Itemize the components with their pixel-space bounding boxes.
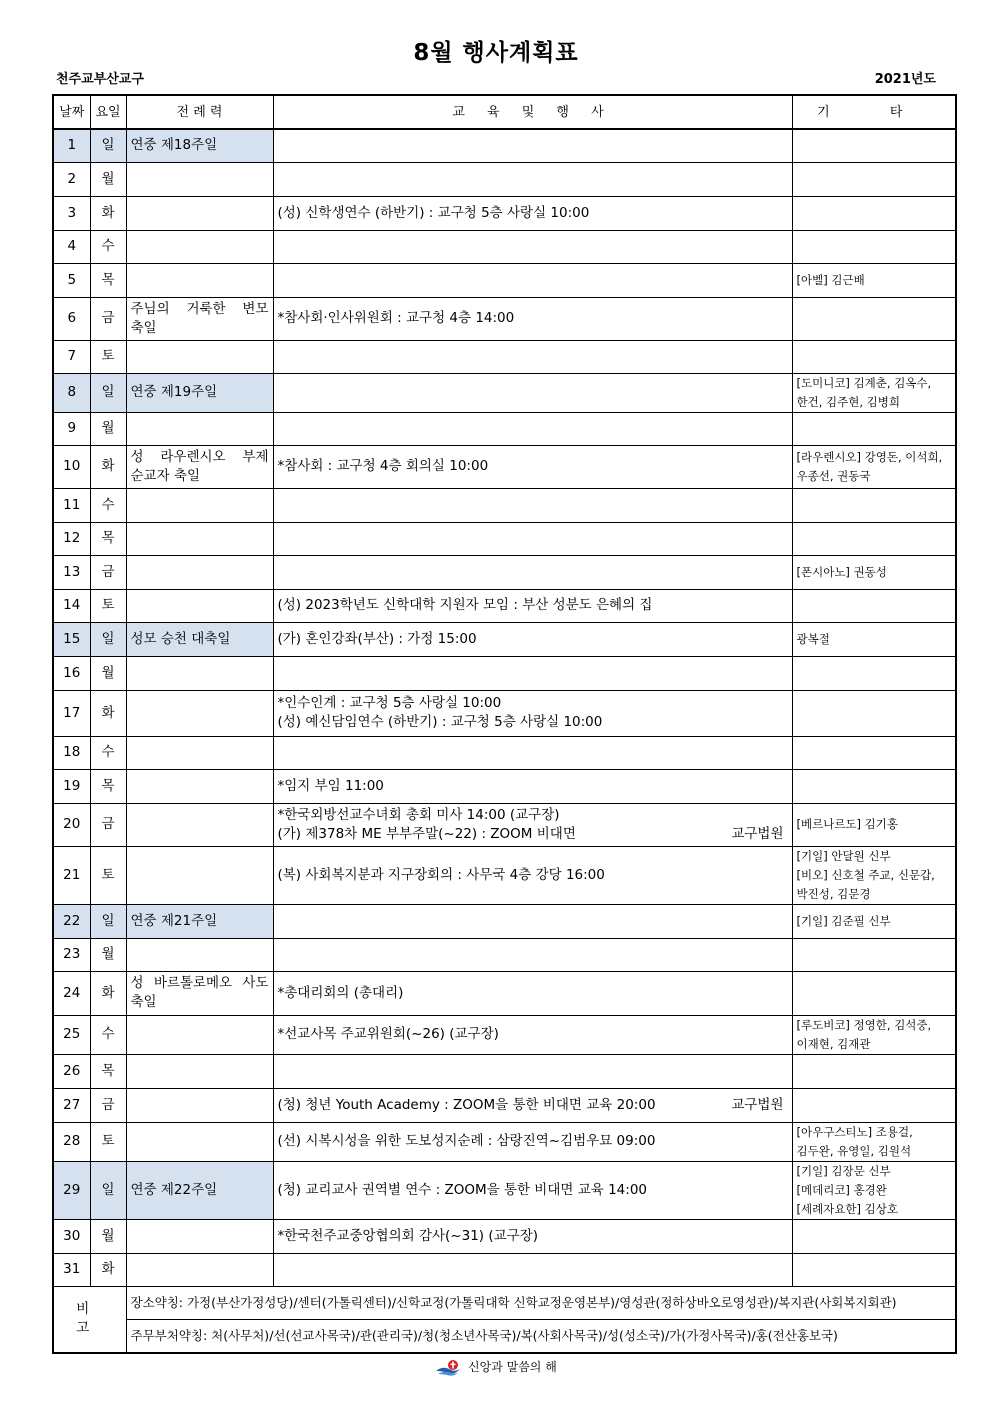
date-cell: 21 (53, 846, 90, 904)
events-cell (273, 904, 792, 938)
column-header-dow: 요일 (90, 95, 126, 129)
dow-cell: 화 (90, 971, 126, 1015)
events-cell (273, 373, 792, 412)
etc-line: [아우구스티노] 조용걸, (796, 1124, 913, 1139)
event-text: (가) 제378차 ME 부부주말(~22) : ZOOM 비대면 (277, 825, 576, 842)
date-cell: 7 (53, 340, 90, 373)
table-row (53, 129, 956, 162)
liturgy-line: 연중 제18주일 (130, 137, 218, 154)
dow-cell: 토 (90, 340, 126, 373)
table-row (53, 904, 956, 938)
etc-cell (792, 1088, 956, 1122)
date-cell: 5 (53, 263, 90, 297)
dow-cell: 수 (90, 488, 126, 522)
event-text: (복) 사회복지분과 지구장회의 : 사무국 4층 강당 16:00 (277, 866, 605, 883)
date-cell: 31 (53, 1253, 90, 1286)
events-cell (273, 412, 792, 445)
date-cell: 13 (53, 555, 90, 589)
date-cell: 19 (53, 769, 90, 803)
events-cell (273, 938, 792, 971)
event-text: *임지 부임 11:00 (277, 777, 384, 794)
liturgy-cell (126, 1219, 273, 1253)
event-text: *참사회·인사위원회 : 교구청 4층 14:00 (277, 310, 515, 326)
liturgy-cell (126, 1161, 273, 1219)
etc-cell (792, 1161, 956, 1219)
date-cell: 12 (53, 522, 90, 555)
etc-line: [기일] 김장문 신부 (796, 1163, 891, 1178)
etc-line: 한건, 김주현, 김병희 (796, 394, 900, 409)
liturgy-line: 주님의 거룩한 변모 (130, 300, 269, 317)
notes-section (53, 1286, 956, 1353)
date-cell: 1 (53, 129, 90, 162)
events-cell (273, 803, 792, 846)
event-text: (선) 시복시성을 위한 도보성지순례 : 삼랑진역~김범우묘 09:00 (277, 1133, 656, 1149)
liturgy-cell (126, 522, 273, 555)
etc-cell (792, 1219, 956, 1253)
event-text: (청) 교리교사 권역별 연수 : ZOOM을 통한 비대면 교육 14:00 (277, 1181, 647, 1198)
liturgy-cell (126, 1015, 273, 1054)
etc-cell (792, 656, 956, 690)
dow-cell: 토 (90, 846, 126, 904)
date-cell: 16 (53, 656, 90, 690)
table-row (53, 589, 956, 622)
etc-cell (792, 522, 956, 555)
events-cell (273, 846, 792, 904)
table-row (53, 938, 956, 971)
liturgy-line: 축일 (130, 319, 157, 336)
dow-cell: 토 (90, 1122, 126, 1161)
table-row (53, 1219, 956, 1253)
notes-departments: 주무부처약칭: 처(사무처)/선(선교사목국)/관(관리국)/청(청소년사목국)/복(사회사목국)/성(성소국)/가(가정사목국)/홍(전산홍보국) (126, 1319, 956, 1353)
etc-cell (792, 297, 956, 340)
etc-cell (792, 162, 956, 196)
column-header-date: 날짜 (53, 95, 90, 129)
date-cell: 25 (53, 1015, 90, 1054)
etc-line: 우종선, 권동국 (796, 468, 871, 483)
event-line (278, 1096, 788, 1115)
dow-cell: 수 (90, 1015, 126, 1054)
dow-cell: 월 (90, 412, 126, 445)
date-cell: 27 (53, 1088, 90, 1122)
etc-line: [라우렌시오] 강영돈, 이석희, (796, 449, 943, 464)
table-row (53, 846, 956, 904)
liturgy-line: 성 라우렌시오 부제 (130, 448, 269, 465)
liturgy-line: 축일 (130, 994, 157, 1010)
date-cell: 14 (53, 589, 90, 622)
events-cell (273, 162, 792, 196)
table-row (53, 971, 956, 1015)
liturgy-cell (126, 736, 273, 769)
dow-cell: 월 (90, 656, 126, 690)
year-label: 2021년도 (874, 72, 936, 87)
date-cell: 28 (53, 1122, 90, 1161)
liturgy-cell (126, 622, 273, 656)
date-cell: 23 (53, 938, 90, 971)
table-row (53, 1088, 956, 1122)
liturgy-line: 순교자 축일 (130, 467, 200, 484)
event-text: *한국외방선교수녀회 총회 미사 14:00 (교구장) (277, 806, 560, 823)
etc-cell (792, 340, 956, 373)
etc-line: [기일] 안달원 신부 (796, 848, 891, 863)
etc-line: [루도비코] 정영한, 김석중, (796, 1017, 932, 1032)
dow-cell: 목 (90, 263, 126, 297)
etc-cell (792, 904, 956, 938)
date-cell: 18 (53, 736, 90, 769)
etc-cell (792, 589, 956, 622)
event-tag: 교구법원 (731, 1096, 784, 1113)
events-cell (273, 297, 792, 340)
notes-row-departments (53, 1319, 956, 1353)
date-cell: 22 (53, 904, 90, 938)
etc-line: [아벨] 김근배 (796, 272, 865, 287)
event-text: (성) 예신담임연수 (하반기) : 교구청 5층 사랑실 10:00 (277, 714, 603, 730)
table-row (53, 1054, 956, 1088)
event-tag: 교구법원 (731, 825, 784, 842)
event-line (278, 825, 788, 844)
liturgy-cell (126, 803, 273, 846)
date-cell: 20 (53, 803, 90, 846)
table-row (53, 1015, 956, 1054)
dow-cell: 금 (90, 555, 126, 589)
events-cell (273, 769, 792, 803)
date-cell: 9 (53, 412, 90, 445)
liturgy-cell (126, 971, 273, 1015)
liturgy-cell (126, 1122, 273, 1161)
liturgy-line: 성 바르톨로메오 사도 (130, 975, 269, 991)
etc-cell (792, 488, 956, 522)
events-cell (273, 129, 792, 162)
organization-name: 천주교부산교구 (56, 72, 144, 87)
liturgy-cell (126, 297, 273, 340)
liturgy-line: 연중 제21주일 (130, 912, 218, 929)
etc-cell (792, 803, 956, 846)
date-cell: 10 (53, 445, 90, 488)
event-line (278, 596, 788, 615)
etc-cell (792, 129, 956, 162)
etc-cell (792, 971, 956, 1015)
liturgy-line: 성모 승천 대축일 (130, 630, 231, 647)
event-line (278, 1025, 788, 1044)
column-header-etc: 기 타 (792, 95, 956, 129)
events-cell (273, 488, 792, 522)
event-line (278, 866, 788, 885)
table-row (53, 522, 956, 555)
dow-cell: 수 (90, 736, 126, 769)
column-header-liturgy: 전 례 력 (126, 95, 273, 129)
table-row (53, 340, 956, 373)
table-row (53, 412, 956, 445)
etc-cell (792, 412, 956, 445)
dow-cell: 월 (90, 1219, 126, 1253)
date-cell: 11 (53, 488, 90, 522)
event-line (278, 1227, 788, 1246)
table-row (53, 555, 956, 589)
liturgy-line: 연중 제19주일 (130, 384, 218, 400)
etc-cell (792, 230, 956, 263)
dow-cell: 금 (90, 297, 126, 340)
etc-line: [비오] 신호철 주교, 신문갑, (796, 867, 935, 882)
liturgy-cell (126, 373, 273, 412)
event-line (278, 457, 788, 476)
table-row (53, 1253, 956, 1286)
notes-label: 비 고 (53, 1286, 126, 1353)
table-row (53, 263, 956, 297)
events-cell (273, 1088, 792, 1122)
etc-cell (792, 196, 956, 230)
page-title: 8월 행사계획표 (413, 40, 579, 66)
liturgy-cell (126, 656, 273, 690)
event-line (278, 984, 788, 1003)
etc-cell (792, 555, 956, 589)
dow-cell: 화 (90, 1253, 126, 1286)
etc-cell (792, 622, 956, 656)
event-text: *한국천주교중앙협의회 감사(~31) (교구장) (277, 1227, 539, 1244)
event-line (278, 713, 788, 732)
events-cell (273, 589, 792, 622)
events-cell (273, 263, 792, 297)
events-cell (273, 1253, 792, 1286)
etc-line: [폰시아노] 권동성 (796, 564, 887, 579)
footer (0, 1358, 992, 1377)
table-row (53, 1122, 956, 1161)
liturgy-cell (126, 412, 273, 445)
etc-line: 김두완, 유영일, 김원석 (796, 1143, 912, 1158)
date-cell: 6 (53, 297, 90, 340)
events-cell (273, 1054, 792, 1088)
etc-cell (792, 1122, 956, 1161)
events-cell (273, 1161, 792, 1219)
table-row (53, 230, 956, 263)
column-header-events: 교 육 및 행 사 (273, 95, 792, 129)
liturgy-cell (126, 129, 273, 162)
event-text: (가) 혼인강좌(부산) : 가정 15:00 (277, 630, 477, 647)
date-cell: 30 (53, 1219, 90, 1253)
etc-cell (792, 846, 956, 904)
dow-cell: 일 (90, 373, 126, 412)
events-cell (273, 1122, 792, 1161)
dow-cell: 목 (90, 1054, 126, 1088)
event-plan-table (52, 94, 957, 1354)
liturgy-cell (126, 589, 273, 622)
date-cell: 2 (53, 162, 90, 196)
dow-cell: 금 (90, 1088, 126, 1122)
event-text: (청) 청년 Youth Academy : ZOOM을 통한 비대면 교육 20:00 (277, 1096, 656, 1113)
events-cell (273, 971, 792, 1015)
etc-line: [기일] 김준필 신부 (796, 913, 891, 928)
liturgy-cell (126, 488, 273, 522)
etc-line: [메데리코] 홍경완 (796, 1182, 887, 1197)
events-cell (273, 736, 792, 769)
event-text: *선교사목 주교위원회(~26) (교구장) (277, 1026, 499, 1042)
liturgy-cell (126, 938, 273, 971)
events-cell (273, 622, 792, 656)
event-text: (성) 2023학년도 신학대학 지원자 모임 : 부산 성분도 은혜의 집 (277, 597, 653, 613)
event-line (278, 1181, 788, 1200)
event-line (278, 1132, 788, 1151)
dow-cell: 목 (90, 769, 126, 803)
dow-cell: 일 (90, 622, 126, 656)
event-line (278, 777, 788, 796)
table-body (53, 129, 956, 1286)
liturgy-cell (126, 196, 273, 230)
dow-cell: 일 (90, 1161, 126, 1219)
event-line (278, 204, 788, 223)
dow-cell: 월 (90, 162, 126, 196)
liturgy-cell (126, 340, 273, 373)
table-row (53, 736, 956, 769)
event-line (278, 309, 788, 328)
etc-cell (792, 263, 956, 297)
table-row (53, 622, 956, 656)
date-cell: 4 (53, 230, 90, 263)
table-row (53, 488, 956, 522)
events-cell (273, 522, 792, 555)
liturgy-cell (126, 1054, 273, 1088)
events-cell (273, 230, 792, 263)
liturgy-cell (126, 690, 273, 736)
events-cell (273, 555, 792, 589)
diocese-logo-icon (435, 1359, 461, 1377)
etc-line: [도미니코] 김계춘, 김옥수, (796, 375, 932, 390)
date-cell: 26 (53, 1054, 90, 1088)
events-cell (273, 1219, 792, 1253)
etc-line: 이재현, 김재관 (796, 1036, 871, 1051)
dow-cell: 금 (90, 803, 126, 846)
etc-line: 광복절 (796, 631, 830, 646)
table-row (53, 656, 956, 690)
table-row (53, 769, 956, 803)
events-cell (273, 196, 792, 230)
etc-cell (792, 1253, 956, 1286)
etc-line: 박진성, 김문경 (796, 886, 871, 901)
dow-cell: 목 (90, 522, 126, 555)
liturgy-cell (126, 846, 273, 904)
dow-cell: 월 (90, 938, 126, 971)
events-cell (273, 690, 792, 736)
footer-slogan: 신앙과 말씀의 해 (468, 1360, 557, 1374)
event-line (278, 630, 788, 649)
etc-cell (792, 1015, 956, 1054)
dow-cell: 일 (90, 129, 126, 162)
dow-cell: 수 (90, 230, 126, 263)
event-text: *총대리회의 (총대리) (277, 984, 404, 1001)
events-cell (273, 445, 792, 488)
table-row (53, 373, 956, 412)
notes-row-places (53, 1286, 956, 1319)
liturgy-cell (126, 263, 273, 297)
notes-places: 장소약칭: 가정(부산가정성당)/센터(가톨릭센터)/신학교정(가톨릭대학 신학교정운영본부)/영성관(정하상바오로영성관)/복지관(사회복지회관) (126, 1286, 956, 1319)
table-header-row (53, 95, 956, 129)
etc-cell (792, 690, 956, 736)
table-row (53, 162, 956, 196)
dow-cell: 일 (90, 904, 126, 938)
etc-cell (792, 938, 956, 971)
date-cell: 15 (53, 622, 90, 656)
etc-cell (792, 373, 956, 412)
events-cell (273, 340, 792, 373)
etc-cell (792, 736, 956, 769)
event-text: *인수인계 : 교구청 5층 사랑실 10:00 (277, 695, 502, 711)
liturgy-cell (126, 162, 273, 196)
table-row (53, 297, 956, 340)
dow-cell: 화 (90, 445, 126, 488)
dow-cell: 화 (90, 196, 126, 230)
liturgy-cell (126, 555, 273, 589)
etc-line: [베르나르도] 김기홍 (796, 817, 898, 831)
liturgy-cell (126, 1253, 273, 1286)
date-cell: 24 (53, 971, 90, 1015)
events-cell (273, 1015, 792, 1054)
table-row (53, 803, 956, 846)
date-cell: 29 (53, 1161, 90, 1219)
event-text: (성) 신학생연수 (하반기) : 교구청 5층 사랑실 10:00 (277, 204, 590, 221)
liturgy-cell (126, 230, 273, 263)
etc-cell (792, 769, 956, 803)
etc-cell (792, 445, 956, 488)
date-cell: 8 (53, 373, 90, 412)
table-row (53, 196, 956, 230)
event-line (278, 806, 788, 825)
dow-cell: 토 (90, 589, 126, 622)
liturgy-cell (126, 445, 273, 488)
event-line (278, 694, 788, 713)
events-cell (273, 656, 792, 690)
dow-cell: 화 (90, 690, 126, 736)
table-row (53, 1161, 956, 1219)
date-cell: 17 (53, 690, 90, 736)
date-cell: 3 (53, 196, 90, 230)
liturgy-cell (126, 1088, 273, 1122)
table-row (53, 690, 956, 736)
etc-line: [세례자요한] 김상호 (796, 1201, 898, 1216)
liturgy-cell (126, 904, 273, 938)
liturgy-cell (126, 769, 273, 803)
liturgy-line: 연중 제22주일 (130, 1181, 218, 1198)
table-row (53, 445, 956, 488)
event-text: *참사회 : 교구청 4층 회의실 10:00 (277, 458, 489, 474)
etc-cell (792, 1054, 956, 1088)
